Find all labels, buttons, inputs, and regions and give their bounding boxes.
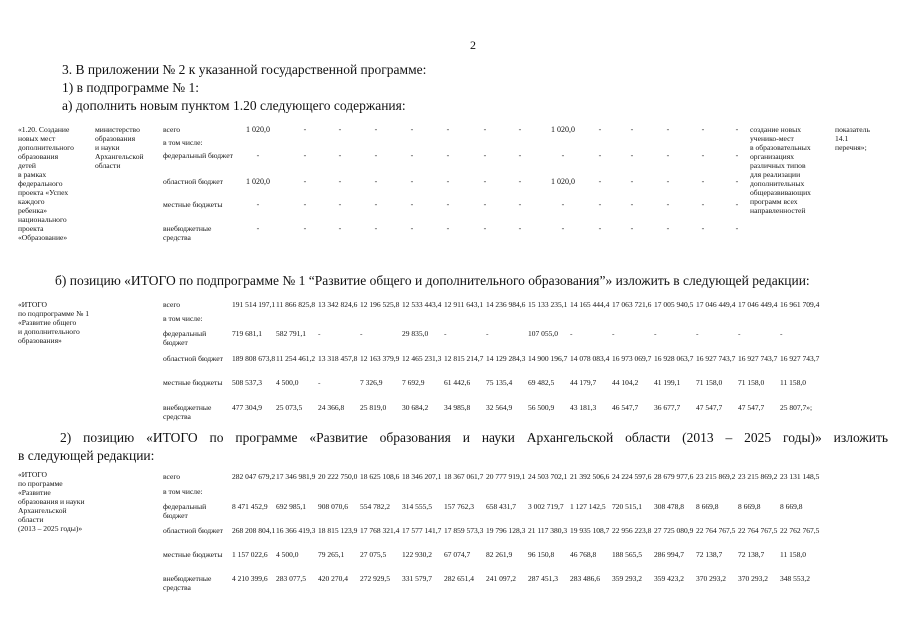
row-label: областной бюджет <box>163 354 223 363</box>
result-line: для реализации <box>750 170 801 179</box>
table-cell: 71 158,0 <box>696 378 723 387</box>
table-cell: - <box>446 125 450 134</box>
result-line: организациях <box>750 152 794 161</box>
table-cell: 272 929,5 <box>360 574 390 583</box>
table-cell: 3 002 719,7 <box>528 502 564 511</box>
table-cell: 17 046 449,4 <box>738 300 778 309</box>
result-line: различных типов <box>750 161 806 170</box>
table-cell: 283 486,6 <box>570 574 600 583</box>
table-cell: - <box>338 151 342 160</box>
table-cell: - <box>735 200 739 209</box>
table-cell: - <box>303 125 307 134</box>
table-cell: 188 565,5 <box>612 550 642 559</box>
table-cell: - <box>518 224 522 233</box>
table-cell: - <box>630 177 634 186</box>
table-cell: 11 254 461,2 <box>276 354 316 363</box>
row-label: внебюджетные средства <box>163 403 212 421</box>
table-cell: 1 157 022,6 <box>232 550 268 559</box>
executor-line: области <box>95 161 121 170</box>
table-cell: 75 135,4 <box>486 378 513 387</box>
table-cell: 4 500,0 <box>276 550 299 559</box>
table-cell: 7 692,9 <box>402 378 425 387</box>
table-cell: - <box>410 151 414 160</box>
table-cell: - <box>561 151 565 160</box>
item-title-line: в рамках <box>18 170 47 179</box>
table-cell: - <box>338 177 342 186</box>
table-cell: - <box>612 329 615 338</box>
table-cell: 23 131 148,5 <box>780 472 820 481</box>
program-total-title <box>18 470 158 533</box>
program-title-line: Архангельской <box>18 506 67 515</box>
table-cell: 16 961 709,4 <box>780 300 820 309</box>
table-cell: - <box>780 329 783 338</box>
table-cell: 18 367 061,7 <box>444 472 484 481</box>
program-title-line: области <box>18 515 44 524</box>
table-cell: 17 577 141,7 <box>402 526 442 535</box>
executor-line: министерство <box>95 125 140 134</box>
table-cell: 719 681,1 <box>232 329 262 338</box>
table-cell: 8 669,8 <box>780 502 803 511</box>
table-cell: 348 553,2 <box>780 574 810 583</box>
row-label: внебюджетные средства <box>163 574 212 592</box>
table-cell: - <box>410 224 414 233</box>
subprogram-title-line: «Развитие общего <box>18 318 77 327</box>
table-cell: 23 215 869,2 <box>696 472 736 481</box>
table-cell: - <box>446 224 450 233</box>
table-cell: 82 261,9 <box>486 550 513 559</box>
table-cell: 359 423,2 <box>654 574 684 583</box>
table-cell: 21 117 380,3 <box>528 526 568 535</box>
page-number: 2 <box>470 38 476 52</box>
item-title-line: «Образование» <box>18 233 68 242</box>
table-cell: 1 127 142,5 <box>570 502 606 511</box>
table-cell: 20 777 919,1 <box>486 472 526 481</box>
table-cell: - <box>483 151 487 160</box>
table-cell: - <box>483 200 487 209</box>
table-cell: - <box>256 200 260 209</box>
table-cell: - <box>666 177 670 186</box>
table-cell: - <box>561 200 565 209</box>
table-cell: - <box>630 224 634 233</box>
table-cell: 370 293,2 <box>696 574 726 583</box>
table-cell: - <box>735 224 739 233</box>
item-title-line: федерального <box>18 179 63 188</box>
table-cell: 720 515,1 <box>612 502 642 511</box>
item-title-line: национального <box>18 215 67 224</box>
table-cell: - <box>518 177 522 186</box>
item-title-line: новых мест <box>18 134 56 143</box>
table-cell: 27 075,5 <box>360 550 387 559</box>
table-cell: - <box>701 177 705 186</box>
table-cell: - <box>518 200 522 209</box>
table-cell: 14 900 196,7 <box>528 354 568 363</box>
table-cell: 22 956 223,8 <box>612 526 652 535</box>
table-cell: 67 074,7 <box>444 550 471 559</box>
table-cell: 16 366 419,3 <box>276 526 316 535</box>
program-title-line: «Развитие <box>18 488 51 497</box>
table-cell: 8 669,8 <box>696 502 719 511</box>
table-cell: - <box>338 200 342 209</box>
table-cell: 23 215 869,2 <box>738 472 778 481</box>
table-cell: 72 138,7 <box>696 550 723 559</box>
table-cell: - <box>666 125 670 134</box>
table-cell: 122 930,2 <box>402 550 432 559</box>
result-line: дополнительных <box>750 179 805 188</box>
table-cell: - <box>518 151 522 160</box>
paragraph-2-text: 2) позицию «ИТОГО по программе «Развитие образования и науки Архангельской области (2013 – 2025 годы)» изложить <box>60 430 888 445</box>
result-line: в образовательных <box>750 143 811 152</box>
table-cell: 24 503 702,1 <box>528 472 568 481</box>
table-cell: 25 073,5 <box>276 403 303 412</box>
table-cell: - <box>561 224 565 233</box>
indicator-line: 14.1 <box>835 134 849 143</box>
row-label: федеральный бюджет <box>163 329 207 347</box>
table-cell: 22 764 767,5 <box>696 526 736 535</box>
table-cell: 14 165 444,4 <box>570 300 610 309</box>
table-cell: - <box>598 151 602 160</box>
row-label: всего <box>163 472 181 481</box>
table-cell: 32 564,9 <box>486 403 513 412</box>
table-cell: 1 020,0 <box>246 125 270 134</box>
row-label: местные бюджеты <box>163 378 223 387</box>
table-cell: 286 994,7 <box>654 550 684 559</box>
table-cell: 283 077,5 <box>276 574 306 583</box>
executor-line: образования <box>95 134 136 143</box>
table-cell: 29 835,0 <box>402 329 429 338</box>
table-cell: 4 500,0 <box>276 378 299 387</box>
table-cell: 1 020,0 <box>246 177 270 186</box>
item-title-line: «1.20. Создание <box>18 125 70 134</box>
table-cell: - <box>701 151 705 160</box>
result-line: общеразвивающих <box>750 188 811 197</box>
table-cell: - <box>735 125 739 134</box>
table-cell: 11 158,0 <box>780 378 806 387</box>
table-cell: - <box>410 125 414 134</box>
table-cell: 282 651,4 <box>444 574 474 583</box>
table-cell: - <box>374 151 378 160</box>
indicator-line: перечня»; <box>835 143 867 152</box>
row-label: федеральный бюджет <box>163 151 233 160</box>
table-cell: - <box>374 200 378 209</box>
table-cell: - <box>666 200 670 209</box>
table-cell: - <box>318 329 321 338</box>
table-cell: 14 236 984,6 <box>486 300 526 309</box>
item-title-line: дополнительного <box>18 143 74 152</box>
item-title-line: проекта «Успех <box>18 188 69 197</box>
row-label: в том числе: <box>163 487 203 496</box>
table-cell: - <box>446 151 450 160</box>
table-cell: 21 392 506,6 <box>570 472 610 481</box>
table-cell: 8 669,8 <box>738 502 761 511</box>
table-cell: 16 927 743,7 <box>696 354 736 363</box>
table-cell: - <box>256 151 260 160</box>
row-label: местные бюджеты <box>163 200 223 209</box>
table-cell: 72 138,7 <box>738 550 765 559</box>
subprogram-title-line: «ИТОГО <box>18 300 47 309</box>
result-line: направленностей <box>750 206 806 215</box>
table-cell: - <box>444 329 447 338</box>
table-cell: 12 533 443,4 <box>402 300 442 309</box>
table-cell: 692 985,1 <box>276 502 306 511</box>
row-label: всего <box>163 125 181 134</box>
subprogram-title-line: по подпрограмме № 1 <box>18 309 90 318</box>
table-cell: 44 104,2 <box>612 378 639 387</box>
table-cell: 331 579,7 <box>402 574 432 583</box>
table-cell: 16 927 743,7 <box>738 354 778 363</box>
table-cell: 36 677,7 <box>654 403 681 412</box>
table-cell: - <box>483 224 487 233</box>
row-label: в том числе: <box>163 314 203 323</box>
table-cell: 314 555,5 <box>402 502 432 511</box>
table-cell: 47 547,7 <box>738 403 765 412</box>
table-cell: - <box>630 151 634 160</box>
table-cell: 1 020,0 <box>551 177 575 186</box>
item-title-line: каждого <box>18 197 45 206</box>
table-cell: 24 366,8 <box>318 403 345 412</box>
table-cell: 282 047 679,2 <box>232 472 276 481</box>
result-line: ученико-мест <box>750 134 794 143</box>
table-cell: - <box>483 177 487 186</box>
table-cell: 370 293,2 <box>738 574 768 583</box>
paragraph-b: б) позицию «ИТОГО по подпрограмме № 1 “Развитие общего и дополнительного образования”» изложить в следующей редакции: <box>55 273 810 288</box>
table-cell: - <box>446 177 450 186</box>
table-cell: 658 431,7 <box>486 502 516 511</box>
table-cell: 56 500,9 <box>528 403 555 412</box>
table-cell: - <box>735 151 739 160</box>
table-cell: 4 210 399,6 <box>232 574 268 583</box>
table-cell: 107 055,0 <box>528 329 558 338</box>
table-cell: 79 265,1 <box>318 550 345 559</box>
table-cell: 13 318 457,8 <box>318 354 358 363</box>
table-cell: 16 928 063,7 <box>654 354 694 363</box>
table-cell: 18 346 207,1 <box>402 472 442 481</box>
table-cell: - <box>338 125 342 134</box>
table-cell: 268 208 804,1 <box>232 526 276 535</box>
table-cell: 27 725 080,9 <box>654 526 694 535</box>
table-cell: 96 150,8 <box>528 550 555 559</box>
table-cell: 19 935 108,7 <box>570 526 610 535</box>
table-cell: 420 270,4 <box>318 574 348 583</box>
indicator-line: показатель <box>835 125 870 134</box>
table-cell: - <box>483 125 487 134</box>
row-label: местные бюджеты <box>163 550 223 559</box>
table-cell: 14 078 083,4 <box>570 354 610 363</box>
table-cell: 71 158,0 <box>738 378 765 387</box>
table-cell: 18 625 108,6 <box>360 472 400 481</box>
table-cell: - <box>630 200 634 209</box>
table-cell: 22 764 767,5 <box>738 526 778 535</box>
table-cell: - <box>486 329 489 338</box>
table-cell: - <box>374 224 378 233</box>
table-cell: 18 815 123,9 <box>318 526 358 535</box>
table-cell: - <box>598 200 602 209</box>
table-cell: 24 224 597,6 <box>612 472 652 481</box>
table-cell: 8 471 452,9 <box>232 502 268 511</box>
table-cell: - <box>701 224 705 233</box>
item-title-line: образования <box>18 152 59 161</box>
table-cell: 16 927 743,7 <box>780 354 820 363</box>
table-cell: 308 478,8 <box>654 502 684 511</box>
table-cell: 191 514 197,1 <box>232 300 276 309</box>
table-cell: 12 911 643,1 <box>444 300 484 309</box>
table-cell: 17 005 940,5 <box>654 300 694 309</box>
table-cell: 16 973 069,7 <box>612 354 652 363</box>
table-cell: 908 070,6 <box>318 502 348 511</box>
row-label: в том числе: <box>163 138 203 147</box>
table-cell: 41 199,1 <box>654 378 681 387</box>
item-title-line: ребенка» <box>18 206 48 215</box>
table-cell: 13 342 824,6 <box>318 300 358 309</box>
subprogram-title-line: и дополнительного <box>18 327 80 336</box>
row-label: всего <box>163 300 181 309</box>
table-cell: - <box>570 329 573 338</box>
table-cell: - <box>701 125 705 134</box>
table-cell: 12 465 231,3 <box>402 354 442 363</box>
table-cell: 43 181,3 <box>570 403 597 412</box>
table-cell: - <box>701 200 705 209</box>
table-cell: - <box>318 378 321 387</box>
intro-line-3: а) дополнить новым пунктом 1.20 следующего содержания: <box>62 98 406 113</box>
result-line: создание новых <box>750 125 802 134</box>
table-cell: 30 684,2 <box>402 403 429 412</box>
table-cell: - <box>338 224 342 233</box>
table-cell: - <box>303 200 307 209</box>
table-cell: 15 133 235,1 <box>528 300 568 309</box>
program-title-line: образования и науки <box>18 497 85 506</box>
table-cell: - <box>374 125 378 134</box>
table-cell: 47 547,7 <box>696 403 723 412</box>
table-cell: - <box>735 177 739 186</box>
table-cell: 44 179,7 <box>570 378 597 387</box>
table-cell: - <box>303 151 307 160</box>
table-cell: 12 815 214,7 <box>444 354 484 363</box>
table-cell: - <box>410 177 414 186</box>
program-title-line: «ИТОГО <box>18 470 47 479</box>
row-label: внебюджетные средства <box>163 224 212 242</box>
table-cell: - <box>654 329 657 338</box>
table-cell: 508 537,3 <box>232 378 262 387</box>
table-cell: - <box>256 224 260 233</box>
table-cell: 20 222 750,0 <box>318 472 358 481</box>
item-title-line: проекта <box>18 224 44 233</box>
table-cell: 22 762 767,5 <box>780 526 820 535</box>
row-label: областной бюджет <box>163 177 223 186</box>
table-cell: 17 346 981,9 <box>276 472 316 481</box>
table-cell: - <box>303 224 307 233</box>
table-cell: 17 046 449,4 <box>696 300 736 309</box>
table-cell: - <box>696 329 699 338</box>
table-cell: 12 196 525,8 <box>360 300 400 309</box>
table-cell: 46 547,7 <box>612 403 639 412</box>
table-cell: 11 866 825,8 <box>276 300 316 309</box>
table-cell: 17 859 573,3 <box>444 526 484 535</box>
table-cell: 46 768,8 <box>570 550 597 559</box>
table-cell: - <box>738 329 741 338</box>
table-cell: - <box>630 125 634 134</box>
row-label: федеральный бюджет <box>163 502 207 520</box>
table-cell: 17 768 321,4 <box>360 526 400 535</box>
table-cell: 19 796 128,3 <box>486 526 526 535</box>
table-cell: 359 293,2 <box>612 574 642 583</box>
table-cell: - <box>446 200 450 209</box>
table-cell: - <box>666 151 670 160</box>
table-cell: 477 304,9 <box>232 403 262 412</box>
table-cell: 554 782,2 <box>360 502 390 511</box>
table-cell: - <box>410 200 414 209</box>
table-cell: 28 679 977,6 <box>654 472 694 481</box>
table-cell: 7 326,9 <box>360 378 383 387</box>
paragraph-2-line-2: в следующей редакции: <box>18 448 155 463</box>
table-cell: - <box>518 125 522 134</box>
table-cell: 25 807,7»; <box>780 403 813 412</box>
program-title-line: (2013 – 2025 годы)» <box>18 524 83 533</box>
table-cell: - <box>303 177 307 186</box>
table-cell: 14 129 284,3 <box>486 354 526 363</box>
table-cell: 69 482,5 <box>528 378 555 387</box>
table-cell: 61 442,6 <box>444 378 471 387</box>
intro-line-2: 1) в подпрограмме № 1: <box>62 80 200 95</box>
table-cell: 11 158,0 <box>780 550 806 559</box>
table-cell: - <box>598 224 602 233</box>
table-cell: 25 819,0 <box>360 403 387 412</box>
table-cell: - <box>374 177 378 186</box>
table-cell: - <box>666 224 670 233</box>
program-title-line: по программе <box>18 479 63 488</box>
result-line: программ всех <box>750 197 798 206</box>
table-cell: 582 791,1 <box>276 329 306 338</box>
subprogram-title-line: образования» <box>18 336 62 345</box>
executor-line: и науки <box>95 143 120 152</box>
table-cell: 12 163 379,9 <box>360 354 400 363</box>
table-cell: 17 063 721,6 <box>612 300 652 309</box>
item-title-line: детей <box>18 161 36 170</box>
executor-line: Архангельской <box>95 152 144 161</box>
table-cell: - <box>598 125 602 134</box>
row-label: областной бюджет <box>163 526 223 535</box>
table-cell: 1 020,0 <box>551 125 575 134</box>
table-cell: 189 808 673,8 <box>232 354 276 363</box>
table-cell: 157 762,3 <box>444 502 474 511</box>
table-cell: 241 097,2 <box>486 574 516 583</box>
table-cell: - <box>360 329 363 338</box>
table-cell: 34 985,8 <box>444 403 471 412</box>
intro-line-1: 3. В приложении № 2 к указанной государственной программе: <box>62 62 427 77</box>
table-cell: 287 451,3 <box>528 574 558 583</box>
table-cell: - <box>598 177 602 186</box>
